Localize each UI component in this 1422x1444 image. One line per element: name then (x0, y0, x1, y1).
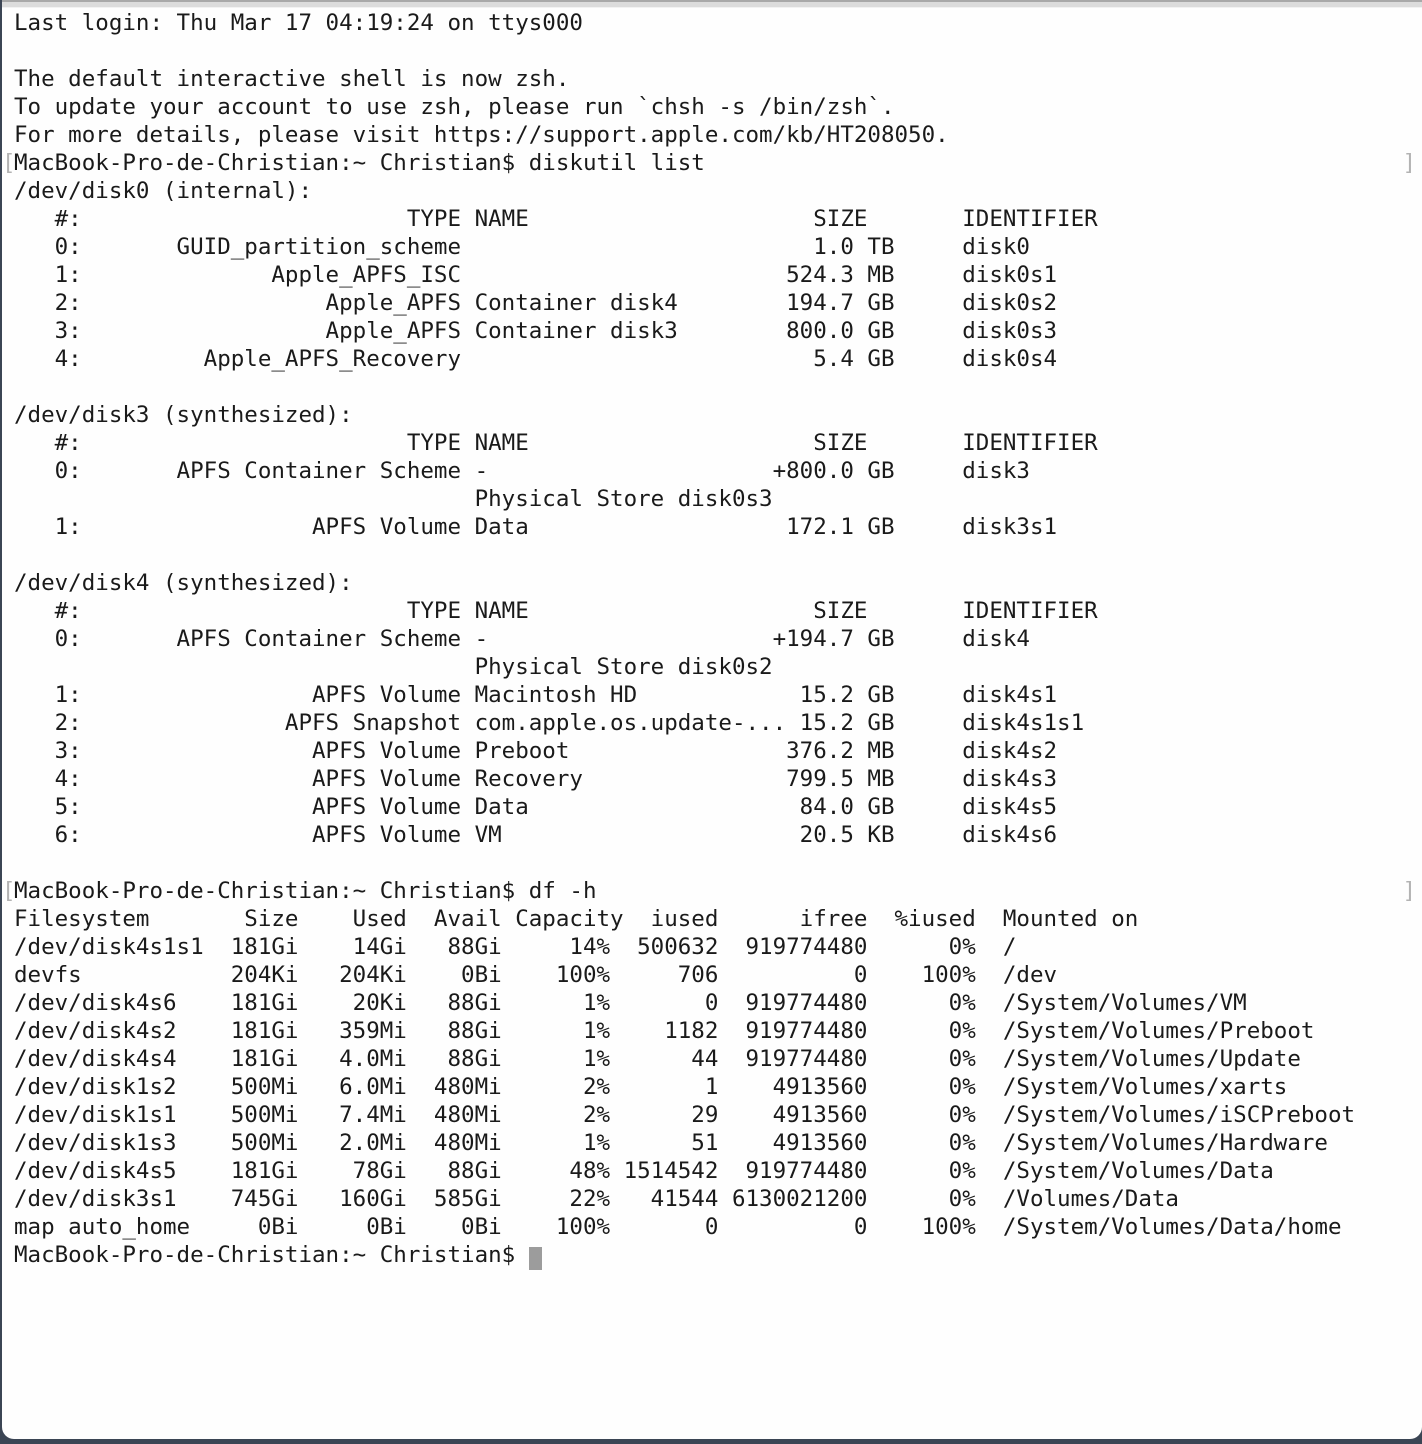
terminal-line: To update your account to use zsh, please run `chsh -s /bin/zsh`. (14, 94, 895, 120)
terminal-line: MacBook-Pro-de-Christian:~ Christian$ diskutil list [ ] (2, 150, 1416, 176)
terminal-line: /dev/disk4s5 181Gi 78Gi 88Gi 48% 1514542 919774480 0% /System/Volumes/Data (14, 1158, 1274, 1184)
terminal-line: /dev/disk4s6 181Gi 20Ki 88Gi 1% 0 919774480 0% /System/Volumes/VM (14, 990, 1247, 1016)
terminal-line: /dev/disk4s4 181Gi 4.0Mi 88Gi 1% 44 919774480 0% /System/Volumes/Update (14, 1046, 1301, 1072)
terminal-line: Physical Store disk0s3 (14, 486, 773, 512)
terminal-line: 3: Apple_APFS Container disk3 800.0 GB disk0s3 (14, 318, 1058, 344)
terminal-line: /dev/disk3 (synthesized): (14, 402, 353, 428)
terminal-line: The default interactive shell is now zsh. (14, 66, 570, 92)
terminal-line: 0: APFS Container Scheme - +194.7 GB disk4 (14, 626, 1030, 652)
terminal-line: 2: Apple_APFS Container disk4 194.7 GB disk0s2 (14, 290, 1058, 316)
terminal-line: /dev/disk3s1 745Gi 160Gi 585Gi 22% 41544 6130021200 0% /Volumes/Data (14, 1186, 1179, 1212)
terminal-line (14, 541, 1422, 569)
terminal-line: /dev/disk1s1 500Mi 7.4Mi 480Mi 2% 29 4913560 0% /System/Volumes/iSCPreboot (14, 1102, 1356, 1128)
terminal-line: map auto_home 0Bi 0Bi 0Bi 100% 0 0 100% /System/Volumes/Data/home (14, 1214, 1342, 1240)
terminal-line: devfs 204Ki 204Ki 0Bi 100% 706 0 100% /dev (14, 962, 1058, 988)
terminal-line: /dev/disk1s3 500Mi 2.0Mi 480Mi 1% 51 4913560 0% /System/Volumes/Hardware (14, 1130, 1328, 1156)
terminal-line: 1: APFS Volume Data 172.1 GB disk3s1 (14, 514, 1058, 540)
terminal-window (2, 0, 1422, 1439)
terminal-line: Filesystem Size Used Avail Capacity iused ifree %iused Mounted on (14, 906, 1139, 932)
terminal-line: #: TYPE NAME SIZE IDENTIFIER (14, 206, 1098, 232)
terminal-screen[interactable] (2, 8, 1422, 1269)
terminal-line (14, 373, 1422, 401)
terminal-line: 5: APFS Volume Data 84.0 GB disk4s5 (14, 794, 1058, 820)
terminal-line (14, 37, 1422, 65)
prompt-mark-open: [ (2, 878, 16, 904)
terminal-line: 3: APFS Volume Preboot 376.2 MB disk4s2 (14, 738, 1058, 764)
terminal-line: 0: GUID_partition_scheme 1.0 TB disk0 (14, 234, 1030, 260)
terminal-line: 1: Apple_APFS_ISC 524.3 MB disk0s1 (14, 262, 1058, 288)
terminal-line: 4: Apple_APFS_Recovery 5.4 GB disk0s4 (14, 346, 1058, 372)
terminal-line: /dev/disk4s1s1 181Gi 14Gi 88Gi 14% 500632 919774480 0% / (14, 934, 1017, 960)
terminal-line: 6: APFS Volume VM 20.5 KB disk4s6 (14, 822, 1058, 848)
terminal-line: /dev/disk1s2 500Mi 6.0Mi 480Mi 2% 1 4913560 0% /System/Volumes/xarts (14, 1074, 1288, 1100)
terminal-line: MacBook-Pro-de-Christian:~ Christian$ (14, 1241, 1422, 1269)
text-cursor (529, 1247, 542, 1270)
prompt-mark-open: [ (2, 150, 16, 176)
terminal-line: /dev/disk4 (synthesized): (14, 570, 353, 596)
terminal-line: Physical Store disk0s2 (14, 654, 773, 680)
terminal-line: MacBook-Pro-de-Christian:~ Christian$ df -h [ ] (2, 878, 1416, 904)
terminal-line: Last login: Thu Mar 17 04:19:24 on ttys000 (14, 10, 583, 36)
terminal-line: #: TYPE NAME SIZE IDENTIFIER (14, 598, 1098, 624)
prompt-mark-close: ] (1402, 150, 1416, 176)
terminal-line: #: TYPE NAME SIZE IDENTIFIER (14, 430, 1098, 456)
terminal-line: 0: APFS Container Scheme - +800.0 GB disk3 (14, 458, 1030, 484)
terminal-line: /dev/disk4s2 181Gi 359Mi 88Gi 1% 1182 919774480 0% /System/Volumes/Preboot (14, 1018, 1315, 1044)
prompt-mark-close: ] (1402, 878, 1416, 904)
terminal-line: /dev/disk0 (internal): (14, 178, 313, 204)
terminal-line: 2: APFS Snapshot com.apple.os.update-... 15.2 GB disk4s1s1 (14, 710, 1085, 736)
titlebar-edge (2, 0, 1422, 8)
terminal-line (14, 849, 1422, 877)
terminal-line: 1: APFS Volume Macintosh HD 15.2 GB disk4s1 (14, 682, 1058, 708)
terminal-line: 4: APFS Volume Recovery 799.5 MB disk4s3 (14, 766, 1058, 792)
terminal-line: For more details, please visit https://support.apple.com/kb/HT208050. (14, 122, 949, 148)
